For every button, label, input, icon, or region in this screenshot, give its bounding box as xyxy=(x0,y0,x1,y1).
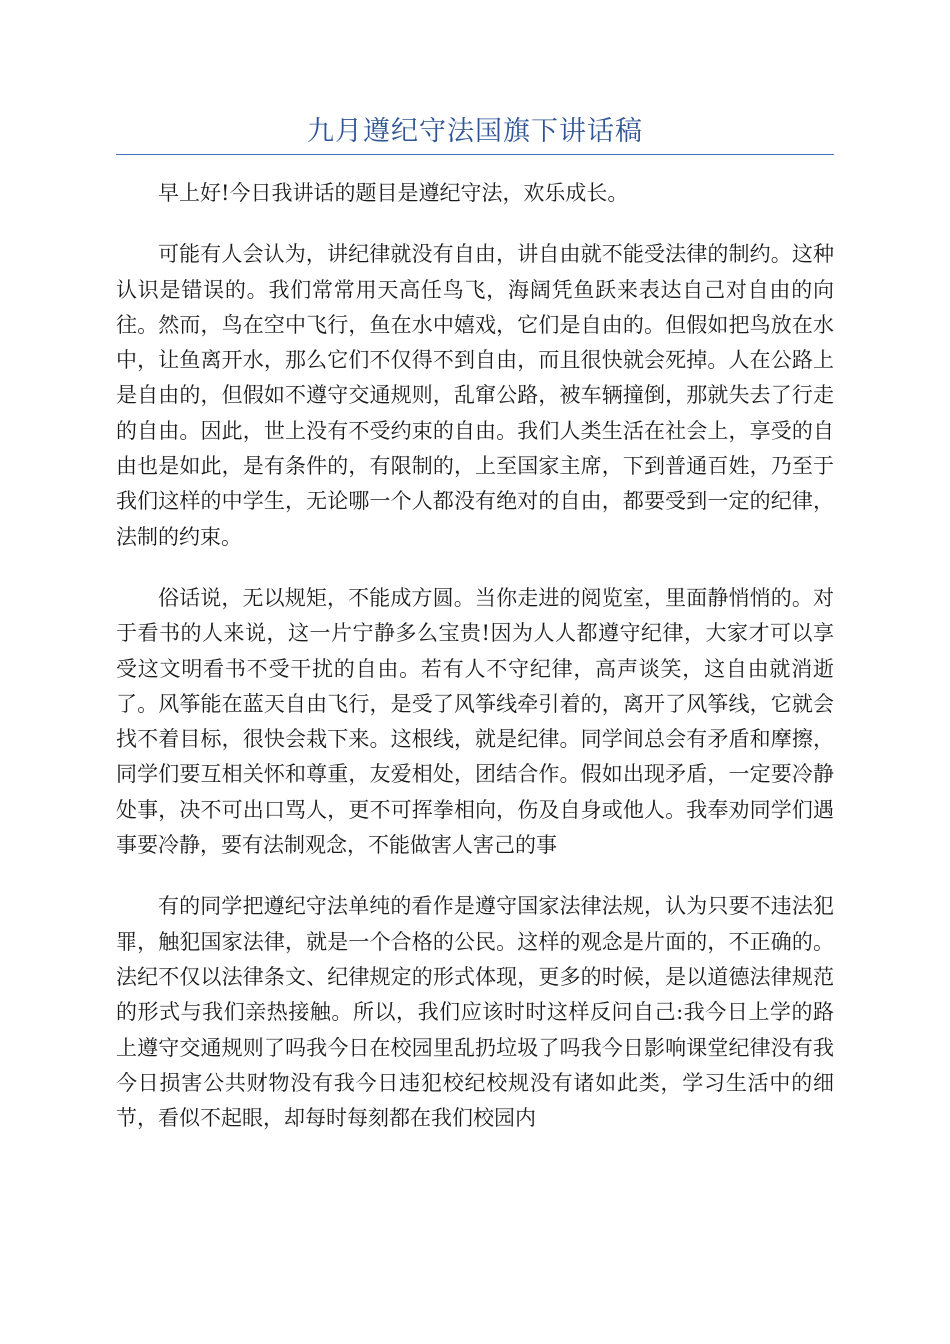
title-underline xyxy=(116,154,834,155)
paragraph-freedom-discipline: 可能有人会认为，讲纪律就没有自由，讲自由就不能受法律的制约。这种认识是错误的。我们常常用天高任鸟飞，海阔凭鱼跃来表达自己对自由的向往。然而，鸟在空中飞行，鱼在水中嬉戏，它们是自由的。但假如把鸟放在水中，让鱼离开水，那么它们不仅得不到自由，而且很快就会死掉。人在公路上是自由的，但假如不遵守交通规则，乱窜公路，被车辆撞倒，那就失去了行走的自由。因此，世上没有不受约束的自由。我们人类生活在社会上，享受的自由也是如此，是有条件的，有限制的，上至国家主席，下到普通百姓，乃至于我们这样的中学生，无论哪一个人都没有绝对的自由，都要受到一定的纪律，法制的约束。 xyxy=(116,242,834,549)
paragraph-daily-reflection: 有的同学把遵纪守法单纯的看作是遵守国家法律法规，认为只要不违法犯罪，触犯国家法律，就是一个合格的公民。这样的观念是片面的，不正确的。法纪不仅以法律条文、纪律规定的形式体现，更多的时候，是以道德法律规范的形式与我们亲热接触。所以，我们应该时时这样反问自己:我今日上学的路上遵守交通规则了吗我今日在校园里乱扔垃圾了吗我今日影响课堂纪律没有我今日损害公共财物没有我今日违犯校纪校规没有诸如此类，学习生活中的细节，看似不起眼，却每时每刻都在我们校园内 xyxy=(116,894,834,1131)
document-title: 九月遵纪守法国旗下讲话稿 xyxy=(307,116,643,147)
document-body xyxy=(116,176,834,1162)
paragraph-greeting: 早上好!今日我讲话的题目是遵纪守法，欢乐成长。 xyxy=(158,181,629,205)
paragraph-rules-kite: 俗话说，无以规矩，不能成方圆。当你走进的阅览室，里面静悄悄的。对于看书的人来说，这一片宁静多么宝贵!因为人人都遵守纪律，大家才可以享受这文明看书不受干扰的自由。若有人不守纪律，高声谈笑，这自由就消逝了。风筝能在蓝天自由飞行，是受了风筝线牵引着的，离开了风筝线，它就会找不着目标，很快会栽下来。这根线，就是纪律。同学间总会有矛盾和摩擦，同学们要互相关怀和尊重，友爱相处，团结合作。假如出现矛盾，一定要冷静处事，决不可出口骂人，更不可挥拳相向，伤及自身或他人。我奉劝同学们遇事要冷静，要有法制观念，不能做害人害己的事 xyxy=(116,585,834,858)
